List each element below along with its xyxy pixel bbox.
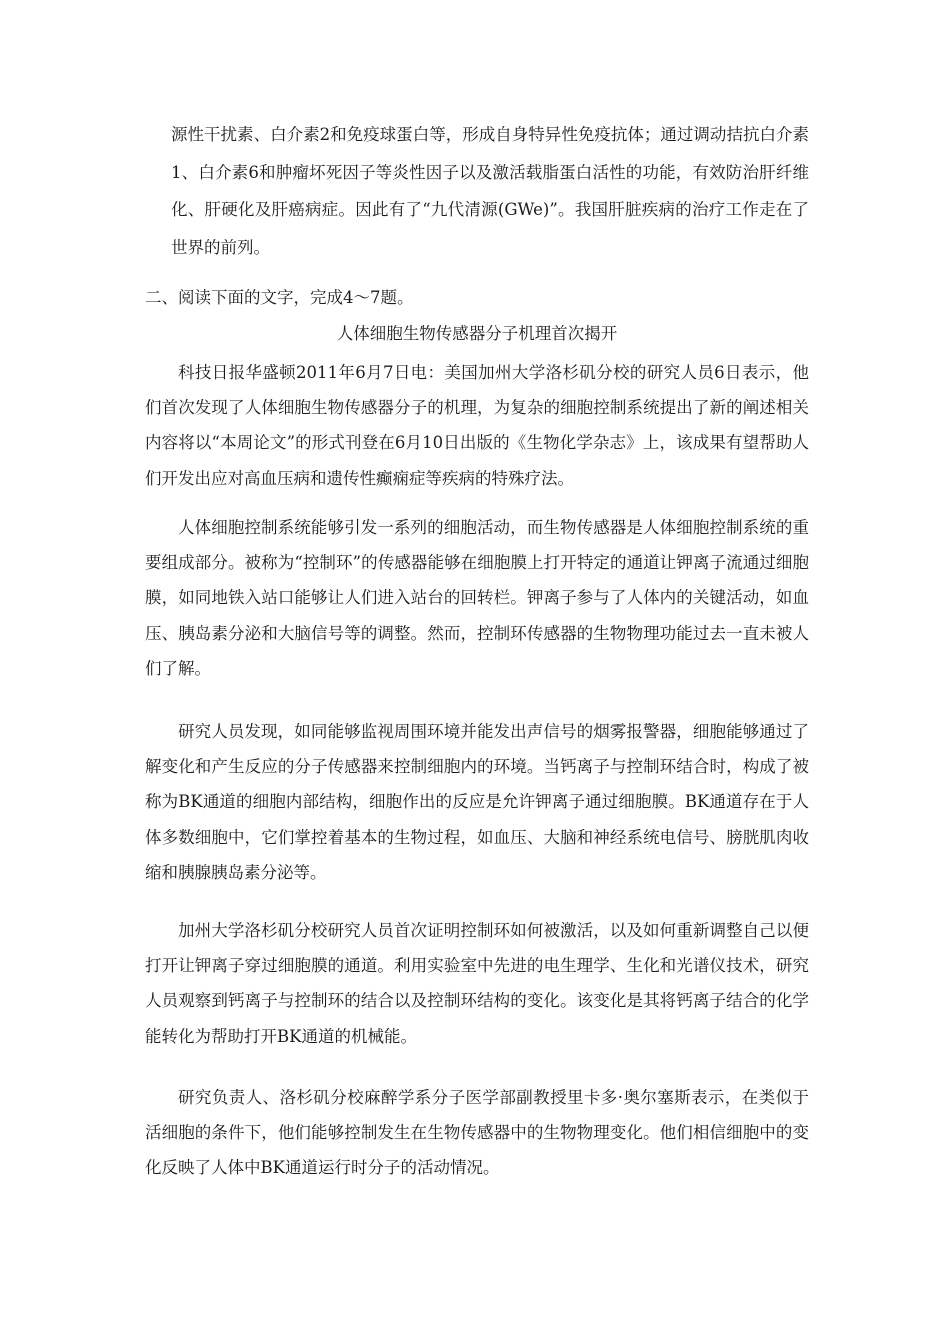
continuation-paragraph: 源性干扰素、白介素2和免疫球蛋白等，形成自身特异性免疫抗体；通过调动拮抗白介素1、白介素6和肿瘤坏死因子等炎性因子以及激活载脂蛋白活性的功能，有效防治肝纤维化、肝硬化及肝癌病症。因此有了“九代清源(GWe)”。我国肝脏疾病的治疗工作走在了世界的前列。 — [171, 125, 809, 257]
body-paragraph-2: 人体细胞控制系统能够引发一系列的细胞活动，而生物传感器是人体细胞控制系统的重要组成部分。被称为“控制环”的传感器能够在细胞膜上打开特定的通道让钾离子流通过细胞膜，如同地铁入站口能够让人们进入站台的回转栏。钾离子参与了人体内的关键活动，如血压、胰岛素分泌和大脑信号等的调整。然而，控制环传感器的生物物理功能过去一直未被人们了解。 — [145, 518, 809, 678]
body-paragraph-1: 科技日报华盛顿2011年6月7日电：美国加州大学洛杉矶分校的研究人员6日表示，他们首次发现了人体细胞生物传感器分子的机理，为复杂的细胞控制系统提出了新的阐述相关内容将以“本周论文”的形式刊登在6月10日出版的《生物化学杂志》上，该成果有望帮助人们开发出应对高血压病和遗传性癫痫症等疾病的特殊疗法。 — [145, 363, 809, 488]
body-paragraph-4: 加州大学洛杉矶分校研究人员首次证明控制环如何被激活，以及如何重新调整自己以便打开让钾离子穿过细胞膜的通道。利用实验室中先进的电生理学、生化和光谱仪技术，研究人员观察到钙离子与控制环的结合以及控制环结构的变化。该变化是其将钙离子结合的化学能转化为帮助打开BK通道的机械能。 — [145, 921, 809, 1046]
body-paragraph-3: 研究人员发现，如同能够监视周围环境并能发出声信号的烟雾报警器，细胞能够通过了解变化和产生反应的分子传感器来控制细胞内的环境。当钙离子与控制环结合时，构成了被称为BK通道的细胞内部结构，细胞作出的反应是允许钾离子通过细胞膜。BK通道存在于人体多数细胞中，它们掌控着基本的生物过程，如血压、大脑和神经系统电信号、膀胱肌肉收缩和胰腺胰岛素分泌等。 — [145, 722, 809, 882]
body-paragraph-5: 研究负责人、洛杉矶分校麻醉学系分子医学部副教授里卡多·奥尔塞斯表示，在类似于活细胞的条件下，他们能够控制发生在生物传感器中的生物物理变化。他们相信细胞中的变化反映了人体中BK通道运行时分子的活动情况。 — [145, 1088, 809, 1178]
article-title: 人体细胞生物传感器分子机理首次揭开 — [336, 324, 618, 343]
section-heading: 二、阅读下面的文字，完成4～7题。 — [145, 288, 414, 307]
